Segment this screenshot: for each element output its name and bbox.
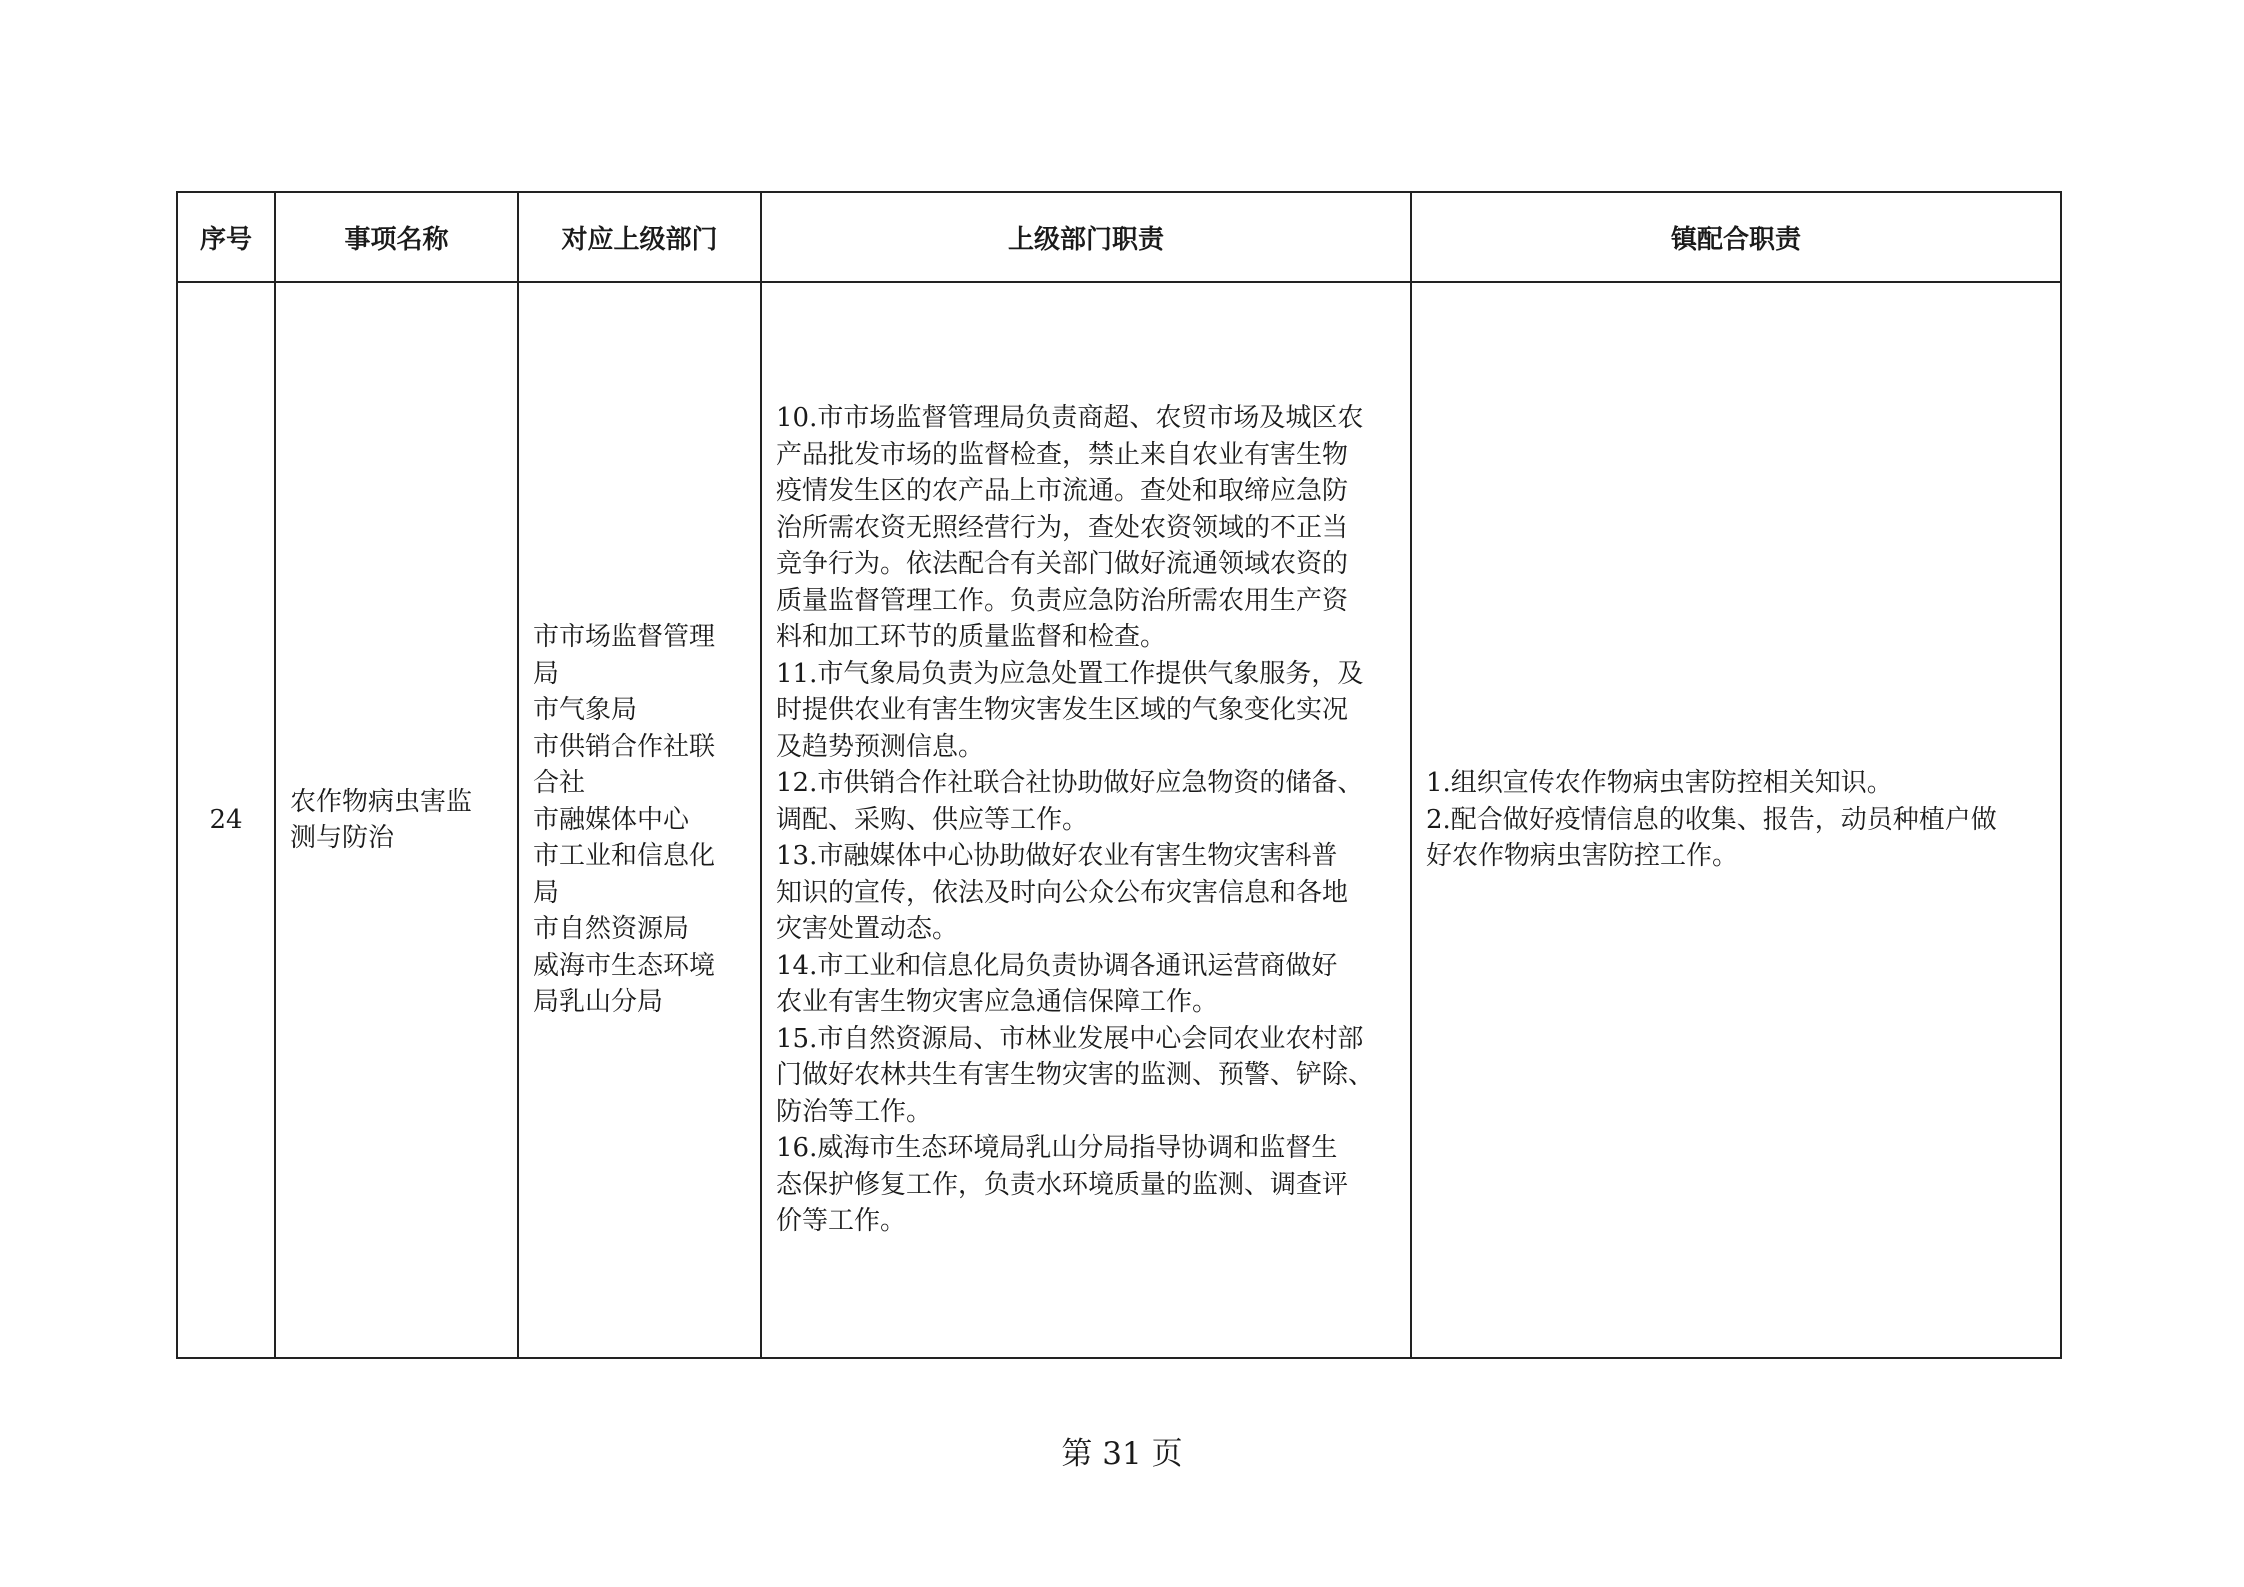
table-header-row <box>177 192 2061 282</box>
duty-line: 灾害处置动态。 <box>776 914 959 945</box>
dept-line: 局 <box>533 877 560 908</box>
duty-line: 时提供农业有害生物灾害发生区域的气象变化实况 <box>776 695 1349 726</box>
cell-town-duty <box>1411 282 2061 1358</box>
duty-line: 16.威海市生态环境局乳山分局指导协调和监督生 <box>776 1133 1338 1164</box>
header-superior-duty: 上级部门职责 <box>761 192 1411 282</box>
duty-line: 知识的宣传，依法及时向公众公布灾害信息和各地 <box>776 877 1349 908</box>
duty-line: 料和加工环节的质量监督和检查。 <box>776 622 1167 653</box>
duty-line: 治所需农资无照经营行为，查处农资领域的不正当 <box>776 512 1349 543</box>
dept-line: 合社 <box>533 768 586 799</box>
header-seq: 序号 <box>177 192 275 282</box>
table-row <box>177 282 2061 1358</box>
duty-line: 12.市供销合作社联合社协助做好应急物资的储备、 <box>776 768 1364 799</box>
duty-line: 产品批发市场的监督检查，禁止来自农业有害生物 <box>776 439 1349 470</box>
duty-line: 及趋势预测信息。 <box>776 731 985 762</box>
duty-line: 10.市市场监督管理局负责商超、农贸市场及城区农 <box>776 403 1364 434</box>
item-name-line: 测与防治 <box>290 823 395 853</box>
dept-line: 市工业和信息化 <box>533 841 716 872</box>
dept-line: 市融媒体中心 <box>533 804 690 835</box>
duty-line: 态保护修复工作，负责水环境质量的监测、调查评 <box>776 1169 1349 1200</box>
dept-line: 威海市生态环境 <box>533 950 716 981</box>
header-superior-dept: 对应上级部门 <box>518 192 761 282</box>
dept-line: 市自然资源局 <box>533 914 690 945</box>
duty-line: 15.市自然资源局、市林业发展中心会同农业农村部 <box>776 1023 1364 1054</box>
duty-line: 14.市工业和信息化局负责协调各通讯运营商做好 <box>776 950 1338 981</box>
town-duty-line: 1.组织宣传农作物病虫害防控相关知识。 <box>1426 768 1893 799</box>
town-duty-line: 好农作物病虫害防控工作。 <box>1426 841 1739 872</box>
duty-line: 农业有害生物灾害应急通信保障工作。 <box>776 987 1219 1018</box>
header-item-name: 事项名称 <box>275 192 518 282</box>
duty-table <box>176 191 2062 1359</box>
cell-item-name <box>275 282 518 1358</box>
duty-line: 竞争行为。依法配合有关部门做好流通领域农资的 <box>776 549 1349 580</box>
duty-line: 门做好农林共生有害生物灾害的监测、预警、铲除、 <box>776 1060 1375 1091</box>
dept-line: 市供销合作社联 <box>533 731 716 762</box>
item-name-line: 农作物病虫害监 <box>290 786 473 817</box>
dept-line: 市市场监督管理 <box>533 622 716 653</box>
cell-superior-duty <box>761 282 1411 1358</box>
page-number: 第 31 页 <box>1061 1436 1183 1472</box>
cell-superior-dept <box>518 282 761 1358</box>
duty-line: 13.市融媒体中心协助做好农业有害生物灾害科普 <box>776 841 1338 872</box>
dept-line: 市气象局 <box>533 695 638 726</box>
town-duty-line: 2.配合做好疫情信息的收集、报告，动员种植户做 <box>1426 804 1997 835</box>
duty-line: 疫情发生区的农产品上市流通。查处和取缔应急防 <box>776 476 1349 507</box>
header-town-duty: 镇配合职责 <box>1411 192 2061 282</box>
duty-line: 质量监督管理工作。负责应急防治所需农用生产资 <box>776 585 1349 616</box>
cell-seq: 24 <box>177 282 275 1358</box>
duty-line: 防治等工作。 <box>776 1096 933 1127</box>
duty-line: 价等工作。 <box>776 1206 907 1237</box>
dept-line: 局乳山分局 <box>533 987 664 1018</box>
duty-line: 调配、采购、供应等工作。 <box>776 804 1089 835</box>
duty-line: 11.市气象局负责为应急处置工作提供气象服务，及 <box>776 658 1364 689</box>
dept-line: 局 <box>533 658 560 689</box>
